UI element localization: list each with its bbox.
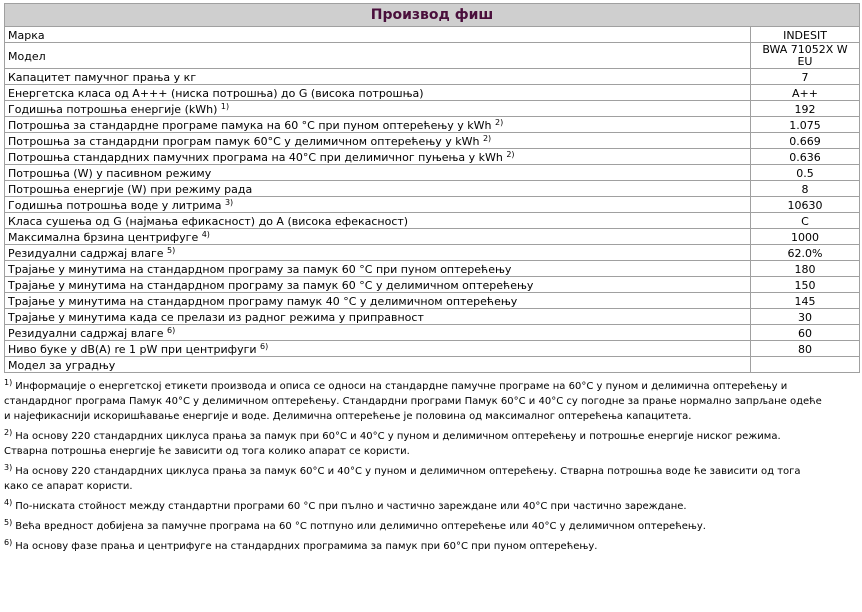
row-label: [5, 101, 751, 117]
table-row: [5, 69, 860, 85]
footnote-ref: 6): [167, 326, 176, 335]
title-row: [5, 4, 860, 27]
table-row: [5, 133, 860, 149]
row-value: 150: [751, 277, 860, 293]
row-value: 62.0%: [751, 245, 860, 261]
table-row: [5, 213, 860, 229]
row-label: [5, 133, 751, 149]
row-label-text: Модел: [8, 49, 46, 63]
row-value: 10630: [751, 197, 860, 213]
table-row: [5, 197, 860, 213]
row-label: [5, 85, 751, 101]
row-value: 60: [751, 325, 860, 341]
row-value: C: [751, 213, 860, 229]
footnote-ref: 2): [495, 118, 504, 127]
row-label: [5, 261, 751, 277]
footnote-mark: 6): [4, 538, 13, 547]
row-label-text: Годишња потрошња енергије (kWh): [8, 103, 218, 116]
row-label-text: Марка: [8, 29, 45, 42]
row-label-text: Енергетска класа од A+++ (ниска потрошња) до G (висока потрошња): [8, 87, 424, 100]
footnotes: [4, 379, 859, 554]
row-value: 1.075: [751, 117, 860, 133]
footnote: [4, 499, 824, 514]
table-row: [5, 117, 860, 133]
row-label: [5, 229, 751, 245]
row-label: [5, 245, 751, 261]
table-row: [5, 27, 860, 43]
footnote: [4, 429, 824, 459]
page-title: Производ фиш: [5, 4, 860, 27]
row-label-text: Потрошња за стандардне програме памука на 60 °C при пуном оптерећењу у kWh: [8, 119, 492, 132]
row-value: 145: [751, 293, 860, 309]
footnote-ref: 4): [201, 230, 210, 239]
row-label: [5, 149, 751, 165]
table-row: [5, 357, 860, 373]
footnote-text: На основу 220 стандардних циклуса прања за памук 60°C и 40°C у пуном и делимичном оптерећењу. Стварна потрошња воде ће зависити од тога како се апарат користи.: [4, 466, 801, 492]
row-value: 30: [751, 309, 860, 325]
table-row: [5, 293, 860, 309]
footnote-ref: 2): [506, 150, 515, 159]
footnote-ref: 1): [220, 102, 230, 111]
footnote-mark: 4): [4, 498, 13, 507]
table-row: [5, 149, 860, 165]
footnote-mark: 2): [4, 428, 13, 437]
footnote-mark: 3): [4, 463, 13, 472]
row-label: [5, 341, 751, 357]
footnote-text: Информације о енергетској етикети производа и описа се односи на стандардне памучне програме на 60°C у пуном и делимична оптерећењу и стандардног програма Памук 40°C у делимичном оптерећењу. Стандардни програми Памук 60°C и 40°C су погодне за прање нормално запрљане одеће и најефикаснији искоришћавање енергије и воде. Делимична оптерећење је половина од максималног оптерећења капацитета.: [4, 381, 822, 422]
footnote-ref: 2): [482, 134, 492, 143]
footnote: [4, 379, 824, 424]
row-label: [5, 325, 751, 341]
footnote: [4, 539, 824, 554]
row-label: [5, 27, 751, 43]
footnote-text: По-ниската стойност между стандартни програми 60 °C при пълно и частично зареждане или 40°C при частично зареждане.: [15, 501, 687, 512]
row-label-text: Потрошња енергије (W) при режиму рада: [8, 183, 253, 196]
footnote-ref: 5): [167, 246, 176, 255]
row-value: 180: [751, 261, 860, 277]
row-value: 8: [751, 181, 860, 197]
row-label-text: Трајање у минутима на стандардном програму памук 40 °C у делимичном оптерећењу: [8, 295, 518, 308]
footnote-text: На основу фазе прања и центрифуге на стандардних програмима за памук при 60°C при пуном оптерећењу.: [15, 541, 598, 552]
row-value: [751, 357, 860, 373]
row-value: 0.636: [751, 149, 860, 165]
row-label-text: Трајање у минутима на стандардном програму за памук 60 °C у делимичном оптерећењу: [8, 279, 534, 292]
table-row: [5, 325, 860, 341]
row-value: 0.669: [751, 133, 860, 149]
row-label: [5, 43, 751, 69]
row-label-text: Потрошња за стандардни програм памук 60°C у делимичном оптерећењу у kWh: [8, 135, 480, 148]
row-value: 80: [751, 341, 860, 357]
row-label-text: Потрошња стандардних памучних програма на 40°C при делимичног пуњења у kWh: [8, 151, 503, 164]
footnote-text: На основу 220 стандардних циклуса прања за памук при 60°C и 40°C у пуном и делимичном оптерећењу и потрошње енергије ниског режима. Стварна потрошња енергије ће зависити од тога колико апарат се користи.: [4, 431, 781, 457]
table-row: [5, 341, 860, 357]
row-label-text: Годишња потрошња воде у литрима: [8, 199, 222, 212]
table-row: [5, 261, 860, 277]
footnote: [4, 464, 824, 494]
row-label: [5, 181, 751, 197]
row-value: INDESIT: [751, 27, 860, 43]
table-row: [5, 277, 860, 293]
footnote-ref: 3): [224, 198, 234, 207]
table-row: [5, 245, 860, 261]
row-label: [5, 165, 751, 181]
row-label: [5, 309, 751, 325]
footnote: [4, 519, 824, 534]
row-value: 1000: [751, 229, 860, 245]
table-row: [5, 101, 860, 117]
table-row: [5, 165, 860, 181]
row-label-text: Трајање у минутима када се прелази из радног режима у приправност: [8, 311, 424, 324]
row-label-text: Резидуални садржај влаге: [8, 327, 164, 340]
table-row: [5, 181, 860, 197]
row-label-text: Потрошња (W) у пасивном режиму: [8, 167, 212, 180]
row-label: [5, 357, 751, 373]
row-label: [5, 213, 751, 229]
table-row: [5, 229, 860, 245]
row-value: 0.5: [751, 165, 860, 181]
row-label-text: Класа сушења од G (најмања ефикасност) до A (висока ефекасност): [8, 215, 409, 228]
row-label: [5, 117, 751, 133]
row-label-text: Ниво буке у dB(A) re 1 pW при центрифуги: [8, 343, 257, 356]
product-fiche-table: [4, 3, 860, 373]
footnote-mark: 5): [4, 518, 13, 527]
footnote-ref: 6): [260, 342, 269, 351]
row-label-text: Резидуални садржај влаге: [8, 247, 164, 260]
row-label: [5, 69, 751, 85]
row-value: 7: [751, 69, 860, 85]
row-label-text: Капацитет памучног прања у кг: [8, 71, 197, 84]
row-value: 192: [751, 101, 860, 117]
row-label-text: Максимална брзина центрифуге: [8, 231, 199, 244]
row-label: [5, 293, 751, 309]
table-row: [5, 309, 860, 325]
product-fiche: [4, 3, 859, 559]
row-label-text: Модел за уградњу: [8, 359, 116, 372]
row-label-text: Трајање у минутима на стандардном програму за памук 60 °C при пуном оптерећењу: [8, 263, 512, 276]
table-row: [5, 43, 860, 69]
row-value: A++: [751, 85, 860, 101]
table-row: [5, 85, 860, 101]
row-value: BWA 71052X W EU: [751, 43, 860, 69]
row-label: [5, 197, 751, 213]
footnote-mark: 1): [4, 378, 13, 387]
row-label: [5, 277, 751, 293]
footnote-text: Већа вредност добијена за памучне програма на 60 °C потпуно или делимично оптерећење или 40°C у делимичном оптерећењу.: [15, 521, 706, 532]
